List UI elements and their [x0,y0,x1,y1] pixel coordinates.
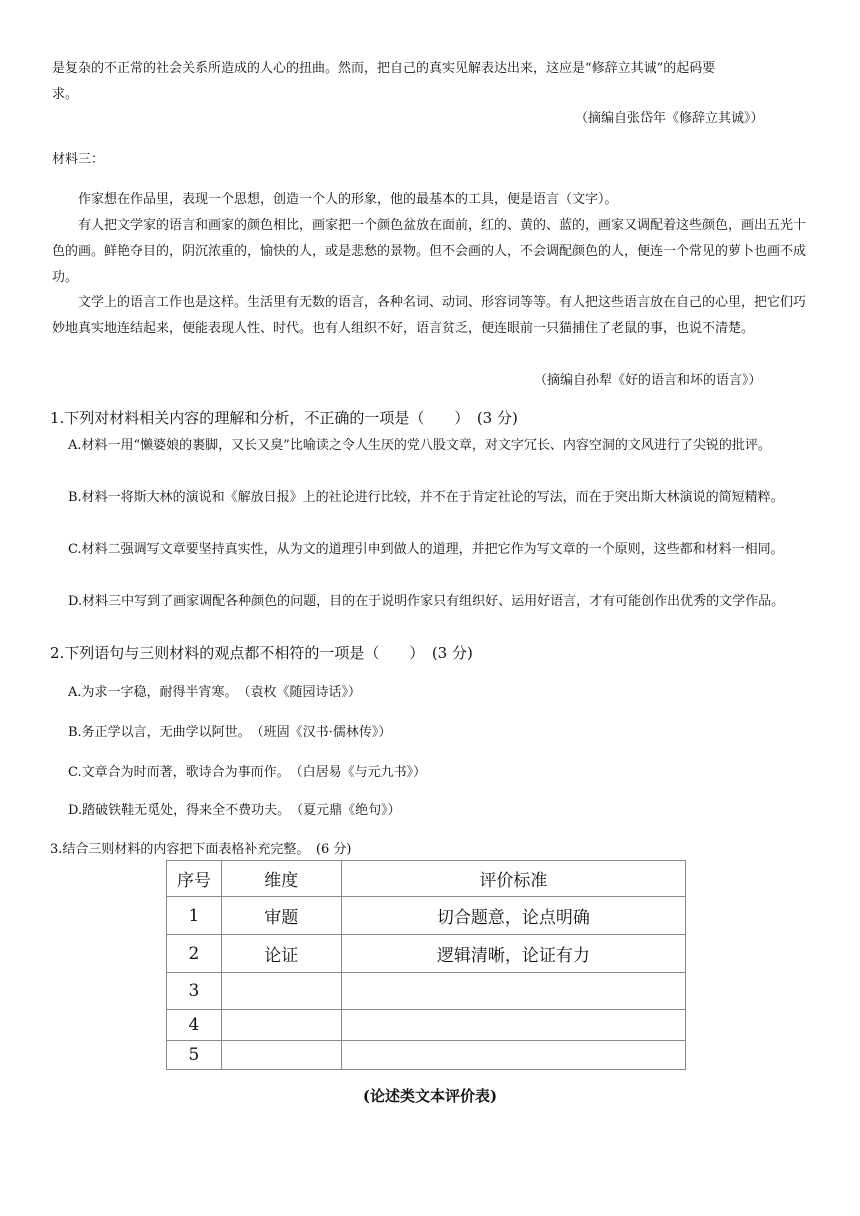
table-row [167,973,686,1010]
material2-tail [52,56,816,108]
table-row [167,1010,686,1041]
table-row [167,1041,686,1070]
table-header-row [167,861,686,897]
table-row [167,897,686,935]
question1-stem: 1.下列对材料相关内容的理解和分析，不正确的一项是（ ） (3 分) [50,409,518,427]
evaluation-table [166,860,686,1070]
question2-option-d: D.踏破铁鞋无觅处，得来全不费功夫。 （夏元鼎《绝句》） [68,803,401,818]
table-header-criteria: 评价标准 [341,861,685,897]
question1-option-d: D.材料三中写到了画家调配各种颜色的问题，目的在于说明作家只有组织好、运用好语言，才有可能创作出优秀的文学作品。 [68,594,785,609]
question1-option-b: B.材料一将斯大林的演说和《解放日报》上的社论进行比较，并不在于肯定社论的写法，而在于突出斯大林演说的简短精粹。 [68,490,784,505]
table-cell[interactable] [221,1010,341,1041]
table-cell: 3 [167,973,222,1010]
material3-source: （摘编自孙犁《好的语言和坏的语言》） [534,373,762,388]
material3-para1: 作家想在作品里，表现一个思想，创造一个人的形象，他的最基本的工具，便是语言（文字）。 [78,192,618,207]
question2-option-c: C.文章合为时而著，歌诗合为事而作。 （白居易《与元九书》） [68,765,427,780]
table-cell[interactable] [221,1041,341,1070]
question2-option-b: B.务正学以言，无曲学以阿世。 （班固《汉书·儒林传》） [68,725,392,740]
material2-source: （摘编自张岱年《修辞立其诚》） [575,111,764,126]
table-cell: 5 [167,1041,222,1070]
table-cell: 逻辑清晰，论证有力 [341,935,685,973]
table-cell[interactable] [221,973,341,1010]
table-cell: 1 [167,897,222,935]
table-cell[interactable] [341,1010,685,1041]
table-cell: 2 [167,935,222,973]
table-cell: 审题 [221,897,341,935]
table-cell[interactable] [341,1041,685,1070]
question3-stem: 3.结合三则材料的内容把下面表格补充完整。 (6 分) [50,842,352,857]
question1-option-c: C.材料二强调写文章要坚持真实性，从为文的道理引申到做人的道理，并把它作为写文章的一个原则，这些都和材料一相同。 [68,542,784,557]
material2-line2: 求。 [52,87,79,102]
table-header-dimension: 维度 [221,861,341,897]
question2-option-a: A.为求一字稳，耐得半宵寒。 （袁枚《随园诗话》） [68,685,362,700]
material3-para2: 有人把文学家的语言和画家的颜色相比，画家把一个颜色盆放在面前，红的、黄的、蓝的，画家又调配着这些颜色，画出五光十色的画。鲜艳夺目的，阴沉浓重的，愉快的人，或是悲愁的景物。但不会画的人，不会调配颜色的人，便连一个常见的萝卜也画不成功。 [52,218,807,285]
table-cell: 切合题意，论点明确 [341,897,685,935]
table-caption: (论述类文本评价表) [362,1087,498,1105]
table-cell: 论证 [221,935,341,973]
question2-stem: 2.下列语句与三则材料的观点都不相符的一项是（ ） (3 分) [50,644,473,662]
table-row [167,935,686,973]
material3-heading: 材料三： [52,152,105,167]
table-header-number: 序号 [167,861,222,897]
table-cell[interactable] [341,973,685,1010]
material2-line1: 是复杂的不正常的社会关系所造成的人心的扭曲。然而，把自己的真实见解表达出来，这应是“修辞立其诚”的起码要 [52,61,716,76]
table-cell: 4 [167,1010,222,1041]
material3-para3: 文学上的语言工作也是这样。生活里有无数的语言，各种名词、动词、形容词等等。有人把这些语言放在自己的心里，把它们巧妙地真实地连结起来，便能表现人性、时代。也有人组织不好，语言贫乏，便连眼前一只猫捕住了老鼠的事，也说不清楚。 [52,295,807,336]
question1-option-a: A.材料一用“懒婆娘的裹脚，又长又臭”比喻读之令人生厌的党八股文章，对文字冗长、内容空洞的文风进行了尖锐的批评。 [68,438,771,453]
